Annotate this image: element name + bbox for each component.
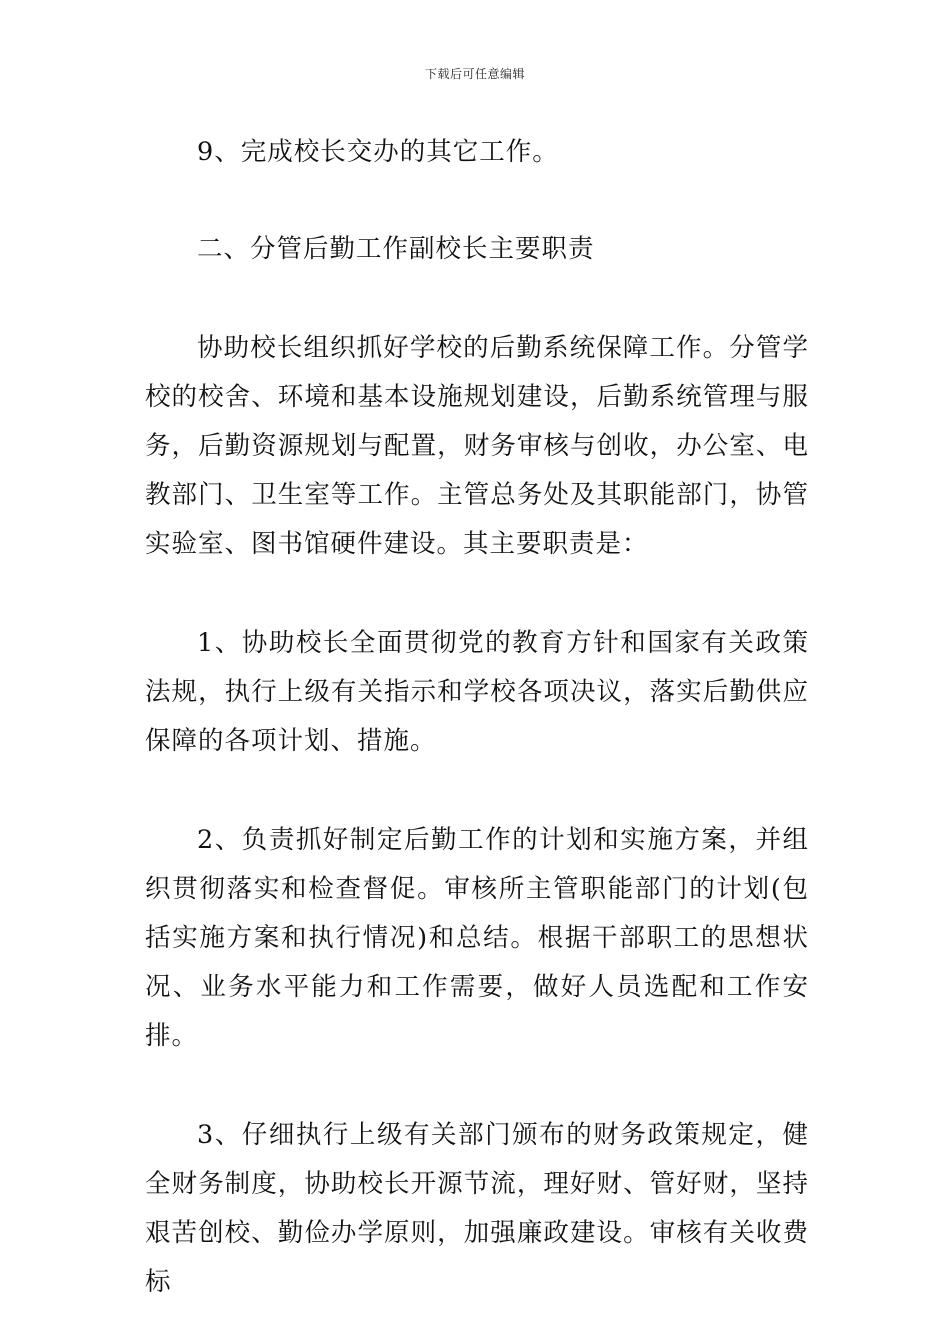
section-heading: 二、分管后勤工作副校长主要职责	[197, 234, 595, 264]
paragraph-item-1: 1、协助校长全面贯彻党的教育方针和国家有关政策法规，执行上级有关指示和学校各项决议，落实后勤供应保障的各项计划、措施。	[145, 628, 809, 756]
page-header-note: 下载后可任意编辑	[424, 67, 525, 81]
paragraph-item-2: 2、负责抓好制定后勤工作的计划和实施方案，并组织贯彻落实和检查督促。审核所主管职能部门的计划(包括实施方案和执行情况)和总结。根据干部职工的思想状况、业务水平能力和工作需要，做好人员选配和工作安排。	[145, 825, 809, 1051]
paragraph-intro: 协助校长组织抓好学校的后勤系统保障工作。分管学校的校舍、环境和基本设施规划建设，后勤系统管理与服务，后勤资源规划与配置，财务审核与创收，办公室、电教部门、卫生室等工作。主管总务处及其职能部门，协管实验室、图书馆硬件建设。其主要职责是：	[145, 333, 809, 559]
paragraph-item-9: 9、完成校长交办的其它工作。	[197, 137, 559, 167]
document-body	[145, 128, 809, 1307]
paragraph-item-3: 3、仔细执行上级有关部门颁布的财务政策规定，健全财务制度，协助校长开源节流，理好财、管好财，坚持艰苦创校、勤俭办学原则，加强廉政建设。审核有关收费标	[145, 1120, 809, 1297]
